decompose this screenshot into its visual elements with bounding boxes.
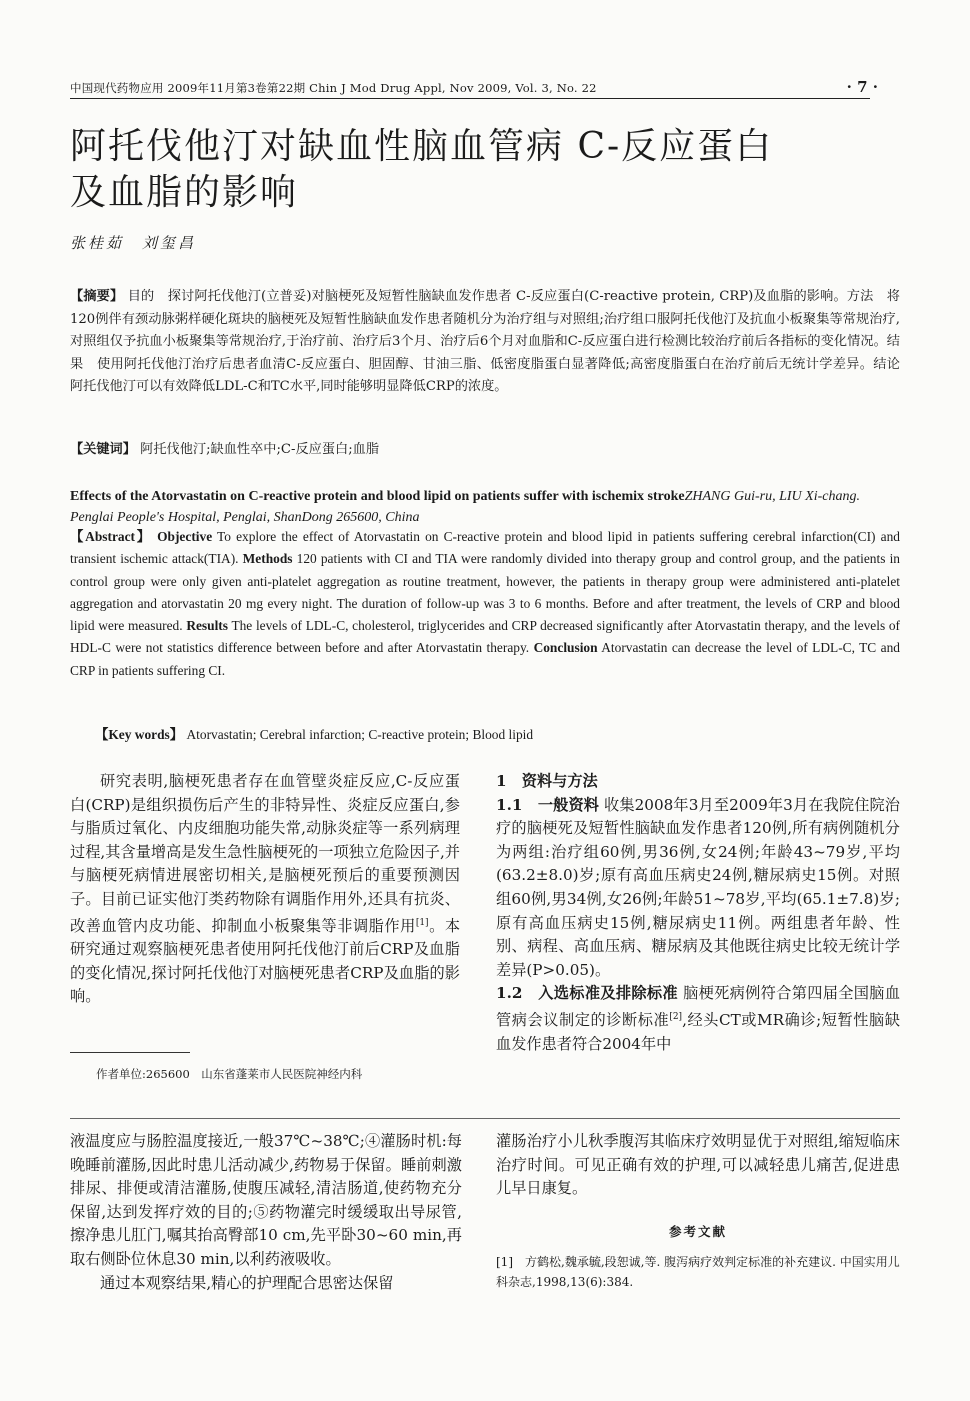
methods-text: 120 patients with CI and TIA were randomly divided into therapy group and control group, and the patients in control group were only given anti-platelet aggregation as routine treatment, however, the patients in therapy group were administered anti-platelet aggregation and atorvastatin 20 mg every night. The duration of follow-up was 3 to 6 months. Before and after treatment, the levels of CRP and blood lipid were measured. bbox=[70, 551, 900, 634]
keywords-en bbox=[95, 724, 895, 743]
section-1-2 bbox=[496, 982, 900, 1056]
section-1-heading: 1 资料与方法 bbox=[496, 772, 598, 790]
abstract-en-label: 【Abstract】 bbox=[70, 529, 152, 544]
lower-right-paragraph-1: 灌肠治疗小儿秋季腹泻其临床疗效明显优于对照组,缩短临床治疗时间。可见正确有效的护理,可以减轻患儿痛苦,促进患儿早日康复。 bbox=[496, 1132, 900, 1198]
abstract-en bbox=[70, 526, 900, 682]
section-1-1-text: 收集2008年3月至2009年3月在我院住院治疗的脑梗死及短暂性脑缺血发作患者120例,所有病例随机分为两组:治疗组60例,男36例,女24例;年龄43~79岁,平均(63.2±8.0)岁;原有高血压病史24例,糖尿病史15例。对照组60例,男34例,女26例;年龄51~78岁,平均(65.1±7.8)岁;原有高血压病史15例,糖尿病史11例。两组患者年龄、性别、病程、高血压病、糖尿病及其他既往病史比较无统计学差异(P>0.05)。 bbox=[496, 795, 900, 979]
lower-right-column bbox=[496, 1130, 900, 1201]
methods-label: Methods bbox=[242, 551, 293, 567]
conclusion-text: Atorvastatin can decrease the level of LDL-C, TC and CRP in patients suffering CI. bbox=[70, 640, 900, 678]
objective-text: To explore the effect of Atorvastatin on C-reactive protein and blood lipid in patients suffering cerebral infarction(CI) and transient ischemic attack(TIA). bbox=[70, 529, 900, 567]
header-rule bbox=[70, 98, 870, 99]
section-1-1-heading: 1.1 一般资料 bbox=[496, 795, 600, 814]
citation-2: [2] bbox=[669, 1011, 683, 1022]
references-heading: 参考文献 bbox=[668, 1224, 727, 1239]
keywords-cn-text: 阿托伐他汀;缺血性卒中;C-反应蛋白;血脂 bbox=[140, 442, 380, 457]
conclusion-label: Conclusion bbox=[533, 640, 598, 656]
english-title-text: Effects of the Atorvastatin on C-reactive protein and blood lipid on patients suffer with ischemix stroke bbox=[70, 489, 685, 504]
abstract-cn bbox=[70, 286, 914, 399]
abstract-cn-label: 【摘要】 bbox=[70, 289, 124, 304]
article-separator bbox=[70, 1118, 900, 1119]
section-1-2-heading: 1.2 入选标准及排除标准 bbox=[496, 984, 678, 1003]
results-label: Results bbox=[186, 618, 228, 634]
authors: 张桂茹 刘玺昌 bbox=[70, 234, 197, 252]
english-authors: ZHANG Gui-ru, LIU Xi-chang. Penglai People's Hospital, Penglai, ShanDong 265600, China bbox=[70, 489, 860, 525]
running-head: 中国现代药物应用 2009年11月第3卷第22期 Chin J Mod Drug Appl, Nov 2009, Vol. 3, No. 22 bbox=[70, 81, 597, 95]
english-title bbox=[70, 486, 900, 528]
results-text: The levels of LDL-C, cholesterol, triglycerides and CRP decreased significantly after Atorvastatin therapy, and the levels of HDL-C were not statistics difference between before and after Atorvastatin therapy. bbox=[70, 618, 901, 656]
footnote-divider bbox=[70, 1052, 190, 1053]
page-number: · 7 · bbox=[846, 78, 878, 96]
keywords-cn-label: 【关键词】 bbox=[70, 442, 136, 457]
objective-label: Objective bbox=[157, 529, 213, 544]
section-1 bbox=[496, 770, 900, 1056]
intro-tail: 。本研究通过观察脑梗死患者使用阿托伐他汀前后CRP及血脂的变化情况,探讨阿托伐他汀对脑梗死患者CRP及血脂的影响。 bbox=[70, 916, 460, 1006]
lower-left-paragraph-2: 通过本观察结果,精心的护理配合思密达保留 bbox=[100, 1273, 394, 1292]
keywords-en-label: 【Key words】 bbox=[95, 727, 184, 742]
lower-left-paragraph-1: 液温度应与肠腔温度接近,一般37℃~38℃;④灌肠时机:每晚睡前灌肠,因此时患儿活动减少,药物易于保留。睡前刺激排尿、排便或清洁灌肠,使腹压减轻,清洁肠道,使药物充分保留,达到发挥疗效的目的;⑤药物灌完时缓缓取出导尿管,擦净患儿肛门,嘱其抬高臀部10 cm,先平卧30~60 min,再取右侧卧位休息30 min,以利药液吸收。 bbox=[70, 1132, 462, 1268]
article-title: 阿托伐他汀对缺血性脑血管病 C-反应蛋白及血脂的影响 bbox=[70, 126, 774, 213]
citation-1: [1] bbox=[415, 917, 429, 928]
section-1-2-tail: ,经头CT或MR确诊;短暂性脑缺血发作患者符合2004年中 bbox=[496, 1011, 900, 1053]
reference-1: [1] 方鹤松,魏承毓,段恕诚,等. 腹泻病疗效判定标准的补充建议. 中国实用儿科杂志,1998,13(6):384. bbox=[496, 1255, 900, 1289]
intro-paragraph bbox=[70, 770, 460, 1009]
author-affiliation: 作者单位:265600 山东省蓬莱市人民医院神经内科 bbox=[96, 1067, 363, 1081]
keywords-en-text: Atorvastatin; Cerebral infarction; C-reactive protein; Blood lipid bbox=[186, 727, 534, 742]
section-1-2-text: 脑梗死病例符合第四届全国脑血管病会议制定的诊断标准 bbox=[496, 984, 901, 1029]
lower-left-column bbox=[70, 1130, 462, 1295]
intro-text: 研究表明,脑梗死患者存在血管壁炎症反应,C-反应蛋白(CRP)是组织损伤后产生的非特异性、炎症反应蛋白,参与脂质过氧化、内皮细胞功能失常,动脉炎症等一系列病理过程,其含量增高是发生急性脑梗死的一项独立危险因子,并与脑梗死病情进展密切相关,是脑梗死预后的重要预测因子。目前已证实他汀类药物除有调脂作用外,还具有抗炎、改善血管内皮功能、抑制血小板聚集等非调脂作用 bbox=[70, 772, 460, 935]
abstract-cn-text: 目的 探讨阿托伐他汀(立普妥)对脑梗死及短暂性脑缺血发作患者 C-反应蛋白(C-reactive protein, CRP)及血脂的影响。方法 将120例伴有颈动脉粥样硬化斑块的脑梗死及短暂性脑缺血发作患者随机分为治疗组与对照组;治疗组口服阿托伐他汀及抗血小板聚集等常规治疗,对照组仅予抗血小板聚集等常规治疗,于治疗前、治疗后3个月、治疗后6个月对血脂和C-反应蛋白进行检测比较治疗前后各指标的变化情况。结果 使用阿托伐他汀治疗后患者血清C-反应蛋白、胆固醇、甘油三脂、低密度脂蛋白显著降低;高密度脂蛋白在治疗前后无统计学差异。结论 阿托伐他汀可以有效降低LDL-C和TC水平,同时能够明显降低CRP的浓度。 bbox=[70, 289, 914, 395]
section-1-1 bbox=[496, 794, 900, 983]
keywords-cn bbox=[70, 438, 900, 457]
